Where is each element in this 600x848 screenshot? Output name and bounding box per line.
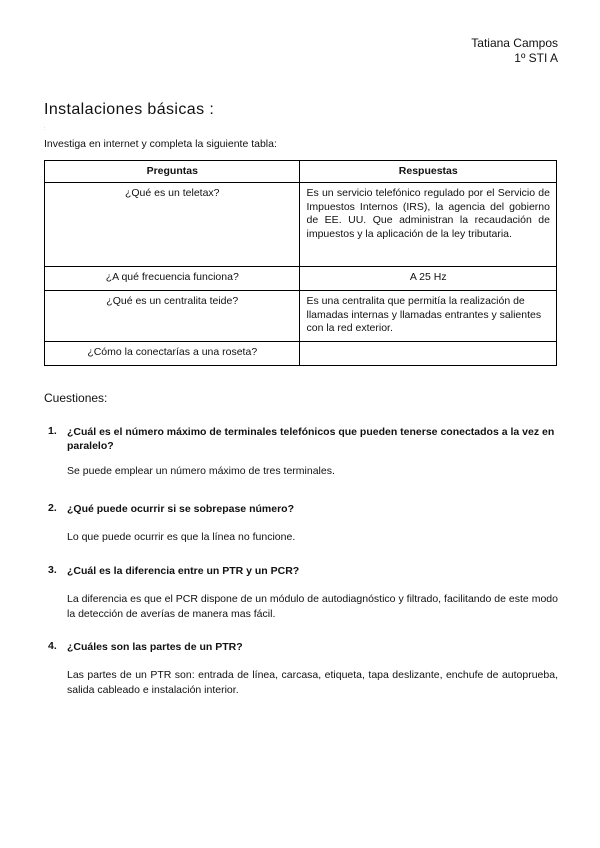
table-row: [45, 291, 557, 342]
answer-text: Se puede emplear un número máximo de tres terminales.: [67, 465, 335, 477]
questions-table: [44, 160, 557, 366]
small-marker: :: [44, 126, 46, 132]
table-row: [45, 267, 557, 291]
question-item: [44, 502, 558, 545]
answer-text: Las partes de un PTR son: entrada de línea, carcasa, etiqueta, tapa deslizante, enchufe de autoprueba, salida cableado e instalación interior.: [67, 669, 558, 696]
table-cell-answer: Es una centralita que permitía la realización de llamadas internas y llamadas entrantes y salientes con la red exterior.: [300, 291, 557, 342]
question-text: ¿Cuál es la diferencia entre un PTR y un PCR?: [67, 565, 300, 577]
table-cell-answer: [300, 342, 557, 366]
document-header: [471, 36, 558, 66]
question-number: 3.: [48, 564, 57, 576]
column-header-answers: Respuestas: [300, 161, 557, 183]
question-text: ¿Cuál es el número máximo de terminales telefónicos que pueden tenerse conectados a la vez en paralelo?: [67, 426, 555, 452]
author-name: Tatiana Campos: [471, 36, 558, 50]
intro-text: Investiga en internet y completa la siguiente tabla:: [44, 138, 277, 150]
question-number: 2.: [48, 502, 57, 514]
table-cell-question: ¿Qué es un teletax?: [45, 183, 300, 267]
section-title: Cuestiones:: [44, 391, 108, 405]
table-row: [45, 183, 557, 267]
question-item: [44, 564, 558, 622]
question-number: 4.: [48, 640, 57, 652]
answer-text: Lo que puede ocurrir es que la línea no funcione.: [67, 531, 296, 543]
question-item: [44, 425, 558, 479]
table-cell-question: ¿Qué es un centralita teide?: [45, 291, 300, 342]
page-title: Instalaciones básicas :: [44, 101, 215, 118]
table-cell-answer: Es un servicio telefónico regulado por el Servicio de Impuestos Internos (IRS), la agencia del gobierno de EE. UU. Que administran la recaudación de impuestos y la aplicación de la ley tributaria.: [300, 183, 557, 267]
table-row: [45, 342, 557, 366]
column-header-questions: Preguntas: [45, 161, 300, 183]
table-header-row: [45, 161, 557, 183]
answer-text: La diferencia es que el PCR dispone de un módulo de autodiagnóstico y filtrado, facilitando de este modo la detección de averías de manera mas fácil.: [67, 593, 558, 620]
course-label: 1º STI A: [514, 51, 558, 65]
question-item: [44, 640, 558, 698]
table-cell-question: ¿A qué frecuencia funciona?: [45, 267, 300, 291]
question-text: ¿Cuáles son las partes de un PTR?: [67, 641, 243, 653]
question-number: 1.: [48, 425, 57, 437]
question-text: ¿Qué puede ocurrir si se sobrepase número?: [67, 503, 294, 515]
table-cell-question: ¿Cómo la conectarías a una roseta?: [45, 342, 300, 366]
table-cell-answer: A 25 Hz: [300, 267, 557, 291]
